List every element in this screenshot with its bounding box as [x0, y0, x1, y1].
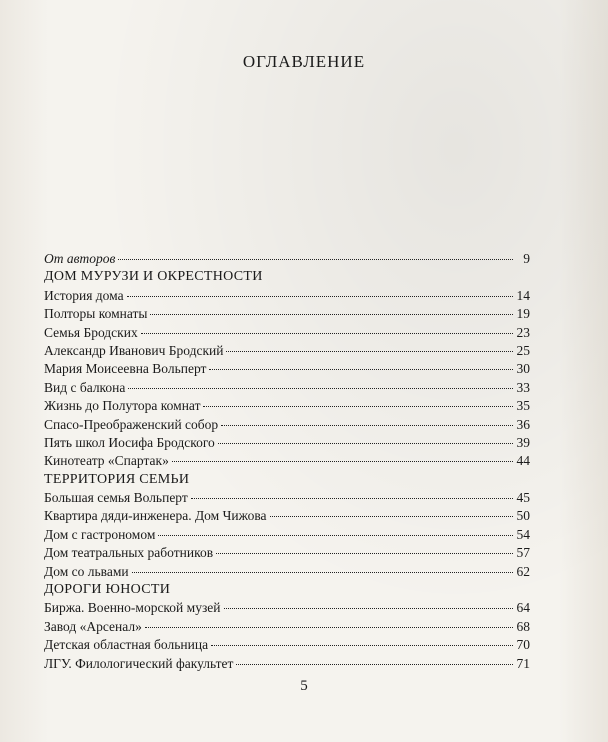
dot-leader: [236, 664, 513, 665]
toc-entry: [44, 435, 530, 453]
toc-entry-title: Дом театральных работников: [44, 545, 214, 561]
toc-entry: [44, 508, 530, 526]
dot-leader: [172, 461, 513, 462]
toc-entry: [44, 545, 530, 563]
toc-entry: [44, 251, 530, 269]
dot-leader: [221, 425, 513, 426]
toc-entry-page: 45: [516, 490, 530, 506]
toc-entry-title: Биржа. Военно-морской музей: [44, 600, 221, 616]
toc-entry-page: 36: [516, 416, 530, 432]
toc-section-heading: ДОРОГИ ЮНОСТИ: [44, 582, 171, 598]
toc-entry-title: Полторы комнаты: [44, 306, 148, 322]
toc-entry: [44, 325, 530, 343]
toc-entry-page: 68: [516, 618, 530, 634]
toc-entry-page: 30: [516, 361, 530, 377]
dot-leader: [218, 443, 513, 444]
dot-leader: [211, 645, 513, 646]
toc-entry-page: 19: [516, 306, 530, 322]
toc-entry-page: 70: [516, 637, 530, 653]
toc-entry-page: 57: [516, 545, 530, 561]
toc-entry-title: История дома: [44, 287, 124, 303]
toc-entry-title: От авторов: [44, 251, 116, 266]
toc-entry-page: 9: [523, 251, 530, 266]
toc-entry-title: Спасо-Преображенский собор: [44, 416, 219, 432]
dot-leader: [203, 406, 513, 407]
toc-entry-page: 62: [516, 563, 530, 579]
toc-entry-title: Квартира дяди-инженера. Дом Чижова: [44, 508, 267, 524]
toc-entry-page: 23: [516, 324, 530, 340]
toc-entry: [44, 490, 530, 508]
toc-entry-title: Семья Бродских: [44, 324, 138, 340]
toc-entry-page: 64: [516, 600, 530, 616]
toc-entry: [44, 380, 530, 398]
dot-leader: [158, 535, 513, 536]
toc-section-heading: ДОМ МУРУЗИ И ОКРЕСТНОСТИ: [44, 269, 263, 285]
toc-entry-page: 35: [516, 398, 530, 414]
toc-entry-page: 44: [516, 453, 530, 469]
page-title: ОГЛАВЛЕНИЕ: [242, 52, 366, 71]
toc-entry: [44, 453, 530, 471]
toc-entry-page: 33: [516, 379, 530, 395]
dot-leader: [209, 369, 513, 370]
toc-entry-title: Александр Иванович Бродский: [44, 342, 224, 358]
toc-entry: [44, 288, 530, 306]
table-of-contents: [44, 251, 530, 674]
toc-entry: [44, 637, 530, 655]
toc-entry: [44, 398, 530, 416]
toc-entry-title: ЛГУ. Филологический факультет: [44, 655, 234, 671]
toc-entry-title: Дом со львами: [44, 563, 129, 579]
dot-leader: [141, 333, 513, 334]
page-number: 5: [300, 678, 308, 694]
toc-entry: [44, 656, 530, 674]
toc-entry-title: Детская областная больница: [44, 637, 209, 653]
toc-entry: [44, 417, 530, 435]
toc-entry-title: Вид с балкона: [44, 379, 126, 395]
toc-entry: [44, 306, 530, 324]
dot-leader: [132, 572, 513, 573]
toc-entry: [44, 600, 530, 618]
toc-entry-page: 71: [516, 655, 530, 671]
toc-entry-title: Жизнь до Полутора комнат: [44, 398, 201, 414]
toc-entry: [44, 527, 530, 545]
toc-entry-title: Мария Моисеевна Вольперт: [44, 361, 207, 377]
toc-entry-page: 50: [516, 508, 530, 524]
dot-leader: [118, 259, 513, 260]
dot-leader: [216, 553, 513, 554]
dot-leader: [150, 314, 513, 315]
toc-entry-title: Завод «Арсенал»: [44, 618, 142, 634]
toc-entry: [44, 343, 530, 361]
dot-leader: [224, 608, 513, 609]
toc-entry-title: Большая семья Вольперт: [44, 490, 188, 506]
toc-entry-page: 39: [516, 434, 530, 450]
toc-entry-page: 25: [516, 342, 530, 358]
toc-entry-title: Дом с гастрономом: [44, 526, 156, 542]
toc-entry: [44, 361, 530, 379]
toc-entry-title: Пять школ Иосифа Бродского: [44, 434, 215, 450]
toc-entry-page: 54: [516, 526, 530, 542]
dot-leader: [270, 516, 513, 517]
toc-section-heading: ТЕРРИТОРИЯ СЕМЬИ: [44, 471, 190, 487]
dot-leader: [127, 296, 513, 297]
toc-entry: [44, 564, 530, 582]
dot-leader: [145, 627, 513, 628]
toc-entry-page: 14: [516, 287, 530, 303]
dot-leader: [128, 388, 513, 389]
dot-leader: [226, 351, 513, 352]
toc-entry: [44, 619, 530, 637]
toc-entry-title: Кинотеатр «Спартак»: [44, 453, 169, 469]
dot-leader: [191, 498, 513, 499]
